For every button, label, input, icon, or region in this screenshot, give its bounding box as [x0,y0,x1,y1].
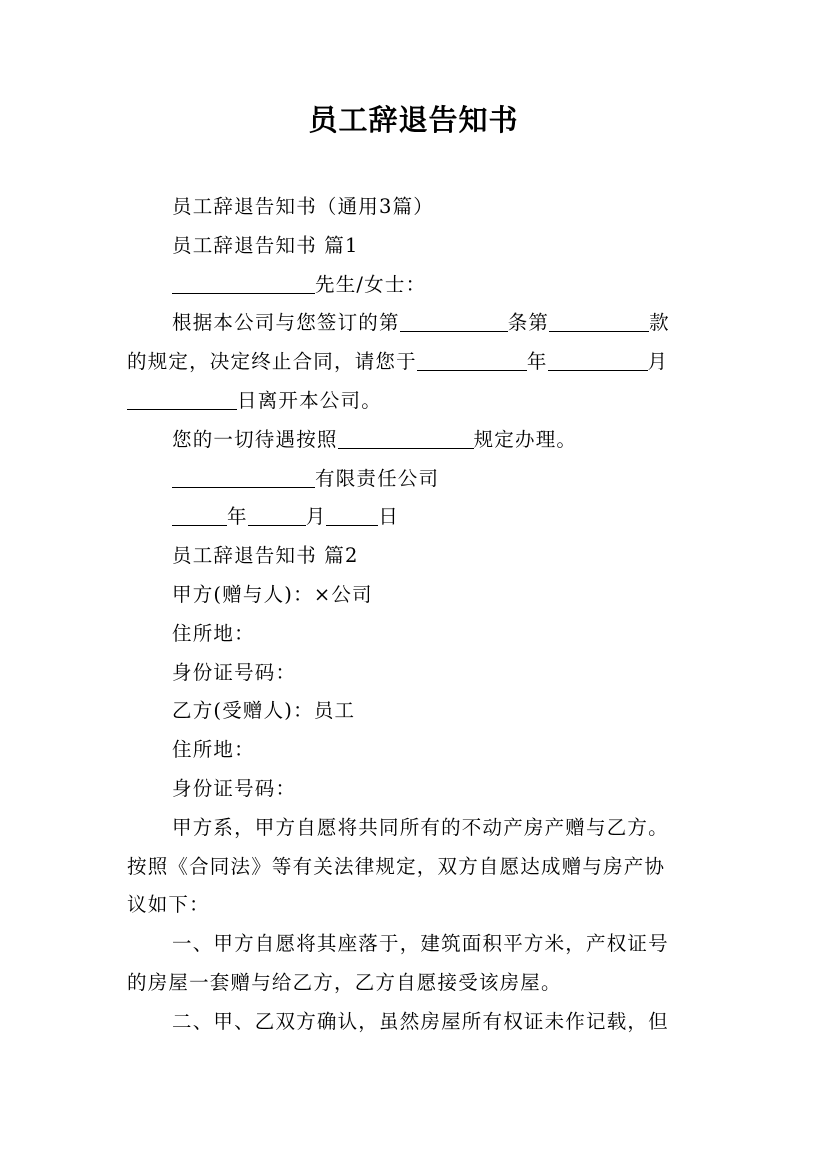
part2-heading: 员工辞退告知书 篇2 [172,544,359,568]
document-title: 员工辞退告知书 [308,103,519,137]
part1-para1-line2 [127,343,717,382]
year-blank [417,350,527,371]
clause1-line1: 一、甲方自愿将其座落于，建筑面积平方米，产权证号 [172,932,669,956]
company-line [127,460,717,499]
date-day-blank [326,505,378,526]
party-b: 乙方(受赠人)：员工 [172,699,356,723]
company-suffix: 有限责任公司 [315,466,440,490]
date-line [127,498,717,537]
para1-text: 根据本公司与您签订的第 [172,311,400,335]
para1-text: 月 [647,350,669,374]
para1-text: 款 [649,311,670,335]
para2-text: 您的一切待遇按照 [172,427,338,451]
name-blank [172,273,315,294]
article-blank [400,311,508,332]
regulation-blank [338,428,474,449]
party-b-address: 住所地： [172,738,255,762]
date-day-label: 日 [378,505,400,529]
clause1-line2: 的房屋一套赠与给乙方，乙方自愿接受该房屋。 [127,970,562,994]
clause2-line1: 二、甲、乙双方确认，虽然房屋所有权证未作记载，但 [172,1009,669,1033]
party-a: 甲方(赠与人)：×公司 [172,582,373,606]
para1-text: 的规定，决定终止合同，请您于 [127,350,417,374]
document-body [127,188,717,1042]
salutation-suffix: 先生/女士： [315,272,427,296]
company-blank [172,467,315,488]
salutation-line [127,266,717,305]
date-month-blank [248,505,306,526]
para2-text: 规定办理。 [473,427,578,451]
date-month-label: 月 [305,505,327,529]
party-a-address: 住所地： [172,621,255,645]
part1-para2 [127,421,717,460]
party-b-id: 身份证号码： [172,776,297,800]
date-year-label: 年 [227,505,248,529]
month-blank [548,350,648,371]
date-year-blank [172,505,227,526]
para1-text: 日离开本公司。 [237,388,382,412]
intro-line1: 甲方系，甲方自愿将共同所有的不动产房产赠与乙方。 [172,815,669,839]
para1-text: 年 [526,350,548,374]
document-subtitle: 员工辞退告知书（通用3篇） [172,195,435,218]
party-a-id: 身份证号码： [172,660,297,684]
part1-para1-line3 [127,382,717,421]
part1-para1-line1 [127,304,717,343]
intro-line3: 议如下： [127,893,210,917]
clause-blank [549,311,649,332]
part1-heading: 员工辞退告知书 篇1 [172,233,359,257]
day-blank [127,389,237,410]
intro-line2: 按照《合同法》等有关法律规定，双方自愿达成赠与房产协 [127,854,666,878]
para1-text: 条第 [507,311,550,335]
